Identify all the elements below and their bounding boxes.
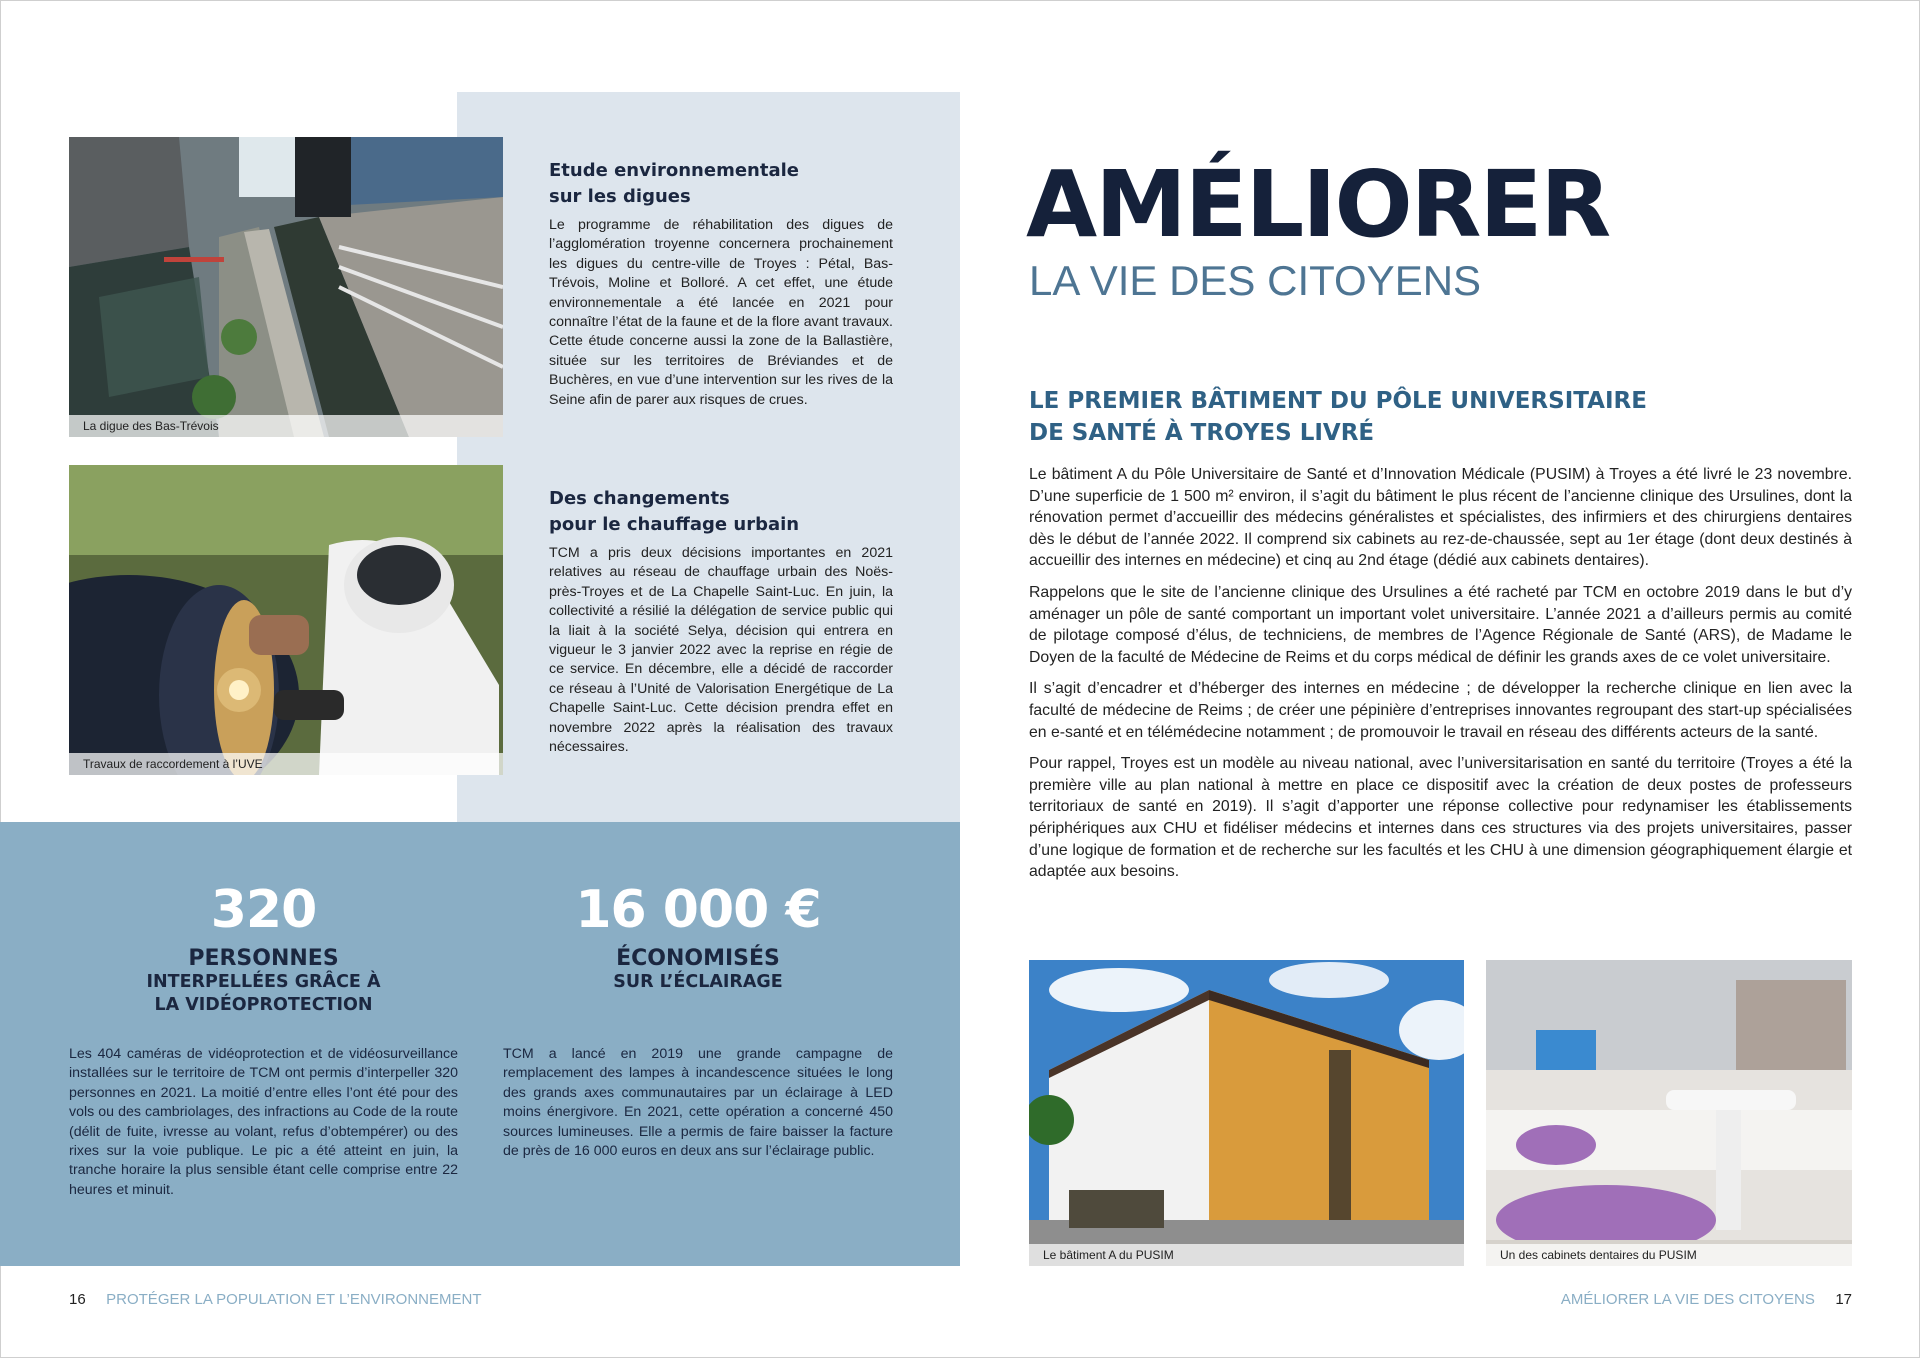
- stat-number: 16 000 €: [575, 880, 821, 940]
- stat-videoprotection: [69, 880, 458, 1200]
- stat-number: 320: [210, 880, 317, 940]
- page-number: 17: [1835, 1291, 1852, 1308]
- dental-illustration: [1486, 960, 1852, 1266]
- footer-section: AMÉLIORER LA VIE DES CITOYENS: [1560, 1291, 1815, 1308]
- article-paragraph: Le bâtiment A du Pôle Universitaire de Santé et d’Innovation Médicale (PUSIM) à Troyes a été livré le 23 novembre. D’une superficie de 1 500 m² environ, il s’agit du bâtiment le plus récent de l’ancienne clinique des Ursulines, dont la rénovation permet d’accueillir des médecins généralistes et spécialistes, des infirmiers et des chirurgiens dentaires dès le début de l’année 2022. Il comprend six cabinets au rez-de-chaussée, sept au 1er étage (dont deux destinés à accueillir des internes en médecine) et cinq au 2nd étage (dédié aux cabinets dentaires).: [1029, 466, 1852, 570]
- digues-section: [549, 158, 893, 410]
- stat-label: LA VIDÉOPROTECTION: [154, 995, 373, 1015]
- page-title: AMÉLIORER: [1026, 151, 1610, 258]
- stat-eclairage: [503, 880, 893, 1161]
- stat-label: SUR L’ÉCLAIRAGE: [613, 972, 783, 992]
- section-body: TCM a pris deux décisions importantes en 2021 relatives au réseau de chauffage urbain des Noës-près-Troyes et de La Chapelle Saint-Luc. En juin, la collectivité a résilié la délégation de service public qui la liait à la société Selya, décision qui entrera en vigueur le 3 janvier 2022 avec la reprise en régie de ce service. En décembre, elle a décidé de raccorder ce réseau à l’Unité de Valorisation Energétique de La Chapelle Saint-Luc. Cette décision prendra effet en novembre 2022 après la réalisation des travaux nécessaires.: [549, 545, 893, 756]
- chauffage-section: [549, 486, 893, 757]
- stat-label: ÉCONOMISÉS: [616, 946, 780, 971]
- right-footer: [1561, 1291, 1852, 1309]
- section-title: [549, 486, 893, 538]
- photo-caption: La digue des Bas-Trévois: [69, 415, 503, 437]
- page-number: 16: [69, 1291, 86, 1308]
- title-line: DE SANTÉ À TROYES LIVRÉ: [1029, 420, 1375, 446]
- title-line: Etude environnementale: [549, 160, 799, 181]
- stat-body: Les 404 caméras de vidéoprotection et de vidéosurveillance installées sur le territoire de TCM ont permis d’interpeller 320 personnes en 2021. La moitié d’entre elles l’ont été pour des vols ou des cambriolages, des infractions au Code de la route (délit de fuite, ivresse au volant, refus d’obtempérer) ou des rixes sur la voie publique. Le pic a été atteint en juin, la tranche horaire la plus sensible étant celle comprise entre 22 heures et minuit.: [69, 1046, 458, 1198]
- page-subtitle: LA VIE DES CITOYENS: [1029, 257, 1482, 304]
- title-line: Des changements: [549, 488, 730, 509]
- article-title: [1029, 385, 1829, 449]
- canal-illustration: [69, 137, 503, 437]
- section-body: Le programme de réhabilitation des digues de l’agglomération troyenne concernera prochainement les digues du centre-ville de Troyes : Pétal, Bas-Trévois, Moline et Bolloré. A cet effet, une étude environnementale a été lancée en 2021 pour connaître l’état de la faune et de la flore avant travaux. Cette étude concerne aussi la zone de la Ballastière, située sur les territoires de Bréviandes et de Buchères, en vue d’une intervention sur les rives de la Seine afin de parer aux risques de crues.: [549, 217, 893, 408]
- title-line: LE PREMIER BÂTIMENT DU PÔLE UNIVERSITAIRE: [1029, 388, 1647, 414]
- footer-section: PROTÉGER LA POPULATION ET L’ENVIRONNEMENT: [106, 1291, 482, 1308]
- photo-soudure: [69, 465, 503, 775]
- left-footer: [69, 1291, 482, 1309]
- stat-label: INTERPELLÉES GRÂCE À: [146, 972, 381, 992]
- title-line: pour le chauffage urbain: [549, 514, 800, 535]
- article-body: [1029, 464, 1852, 893]
- stat-body: TCM a lancé en 2019 une grande campagne de remplacement des lampes à incandescence situées le long des grands axes communautaires par un éclairage à LED moins énergivore. En 2021, cette opération a concerné 450 sources lumineuses. Elle a permis de faire baisser la facture de près de 16 000 euros en deux ans sur l’éclairage public.: [503, 1046, 893, 1160]
- title-line: sur les digues: [549, 186, 691, 207]
- photo-batiment: [1029, 960, 1464, 1266]
- stat-label: PERSONNES: [188, 946, 339, 971]
- article-paragraph: Il s’agit d’encadrer et d’héberger des internes en médecine ; de développer la recherche clinique en lien avec la faculté de médecine de Reims ; de créer une pépinière d’entreprises innovantes regroupant des start-up spécialisées en e-santé et en télémédecine notamment ; de promouvoir le travail en réseau des différents acteurs de la santé.: [1029, 680, 1852, 741]
- photo-caption: Travaux de raccordement à l’UVE: [69, 753, 503, 775]
- building-illustration: [1029, 960, 1464, 1266]
- welding-illustration: [69, 465, 503, 775]
- section-title: [549, 158, 893, 210]
- photo-digue: [69, 137, 503, 437]
- photo-caption: Un des cabinets dentaires du PUSIM: [1486, 1244, 1852, 1266]
- article-paragraph: Pour rappel, Troyes est un modèle au niveau national, avec l’universitarisation en santé du territoire (Troyes a été la première ville au plan national à mettre en place ce dispositif avec la création de deux postes de professeurs territoriaux de santé en 2019). Il s’agit d’apporter une réponse collective pour redynamiser les établissements périphériques aux CHU et fidéliser médecins et internes dans ces structures via des projets universitaires, passer d’une logique de formation et de recherche sur les facultés et les CHU à une dimension géographiquement élargie et adaptée aux besoins.: [1029, 755, 1852, 881]
- photo-caption: Le bâtiment A du PUSIM: [1029, 1244, 1464, 1266]
- article-paragraph: Rappelons que le site de l’ancienne clinique des Ursulines a été racheté par TCM en octobre 2019 dans le but d’y aménager un pôle de santé comportant un important volet universitaire. L’année 2021 a d’ailleurs permis au comité de pilotage composé d’élus, de techniciens, de membres de l’Agence Régionale de Santé (ARS), de Madame le Doyen de la faculté de Médecine de Reims et du corps médical de définir les grands axes de ce volet universitaire.: [1029, 583, 1852, 666]
- photo-cabinet-dentaire: [1486, 960, 1852, 1266]
